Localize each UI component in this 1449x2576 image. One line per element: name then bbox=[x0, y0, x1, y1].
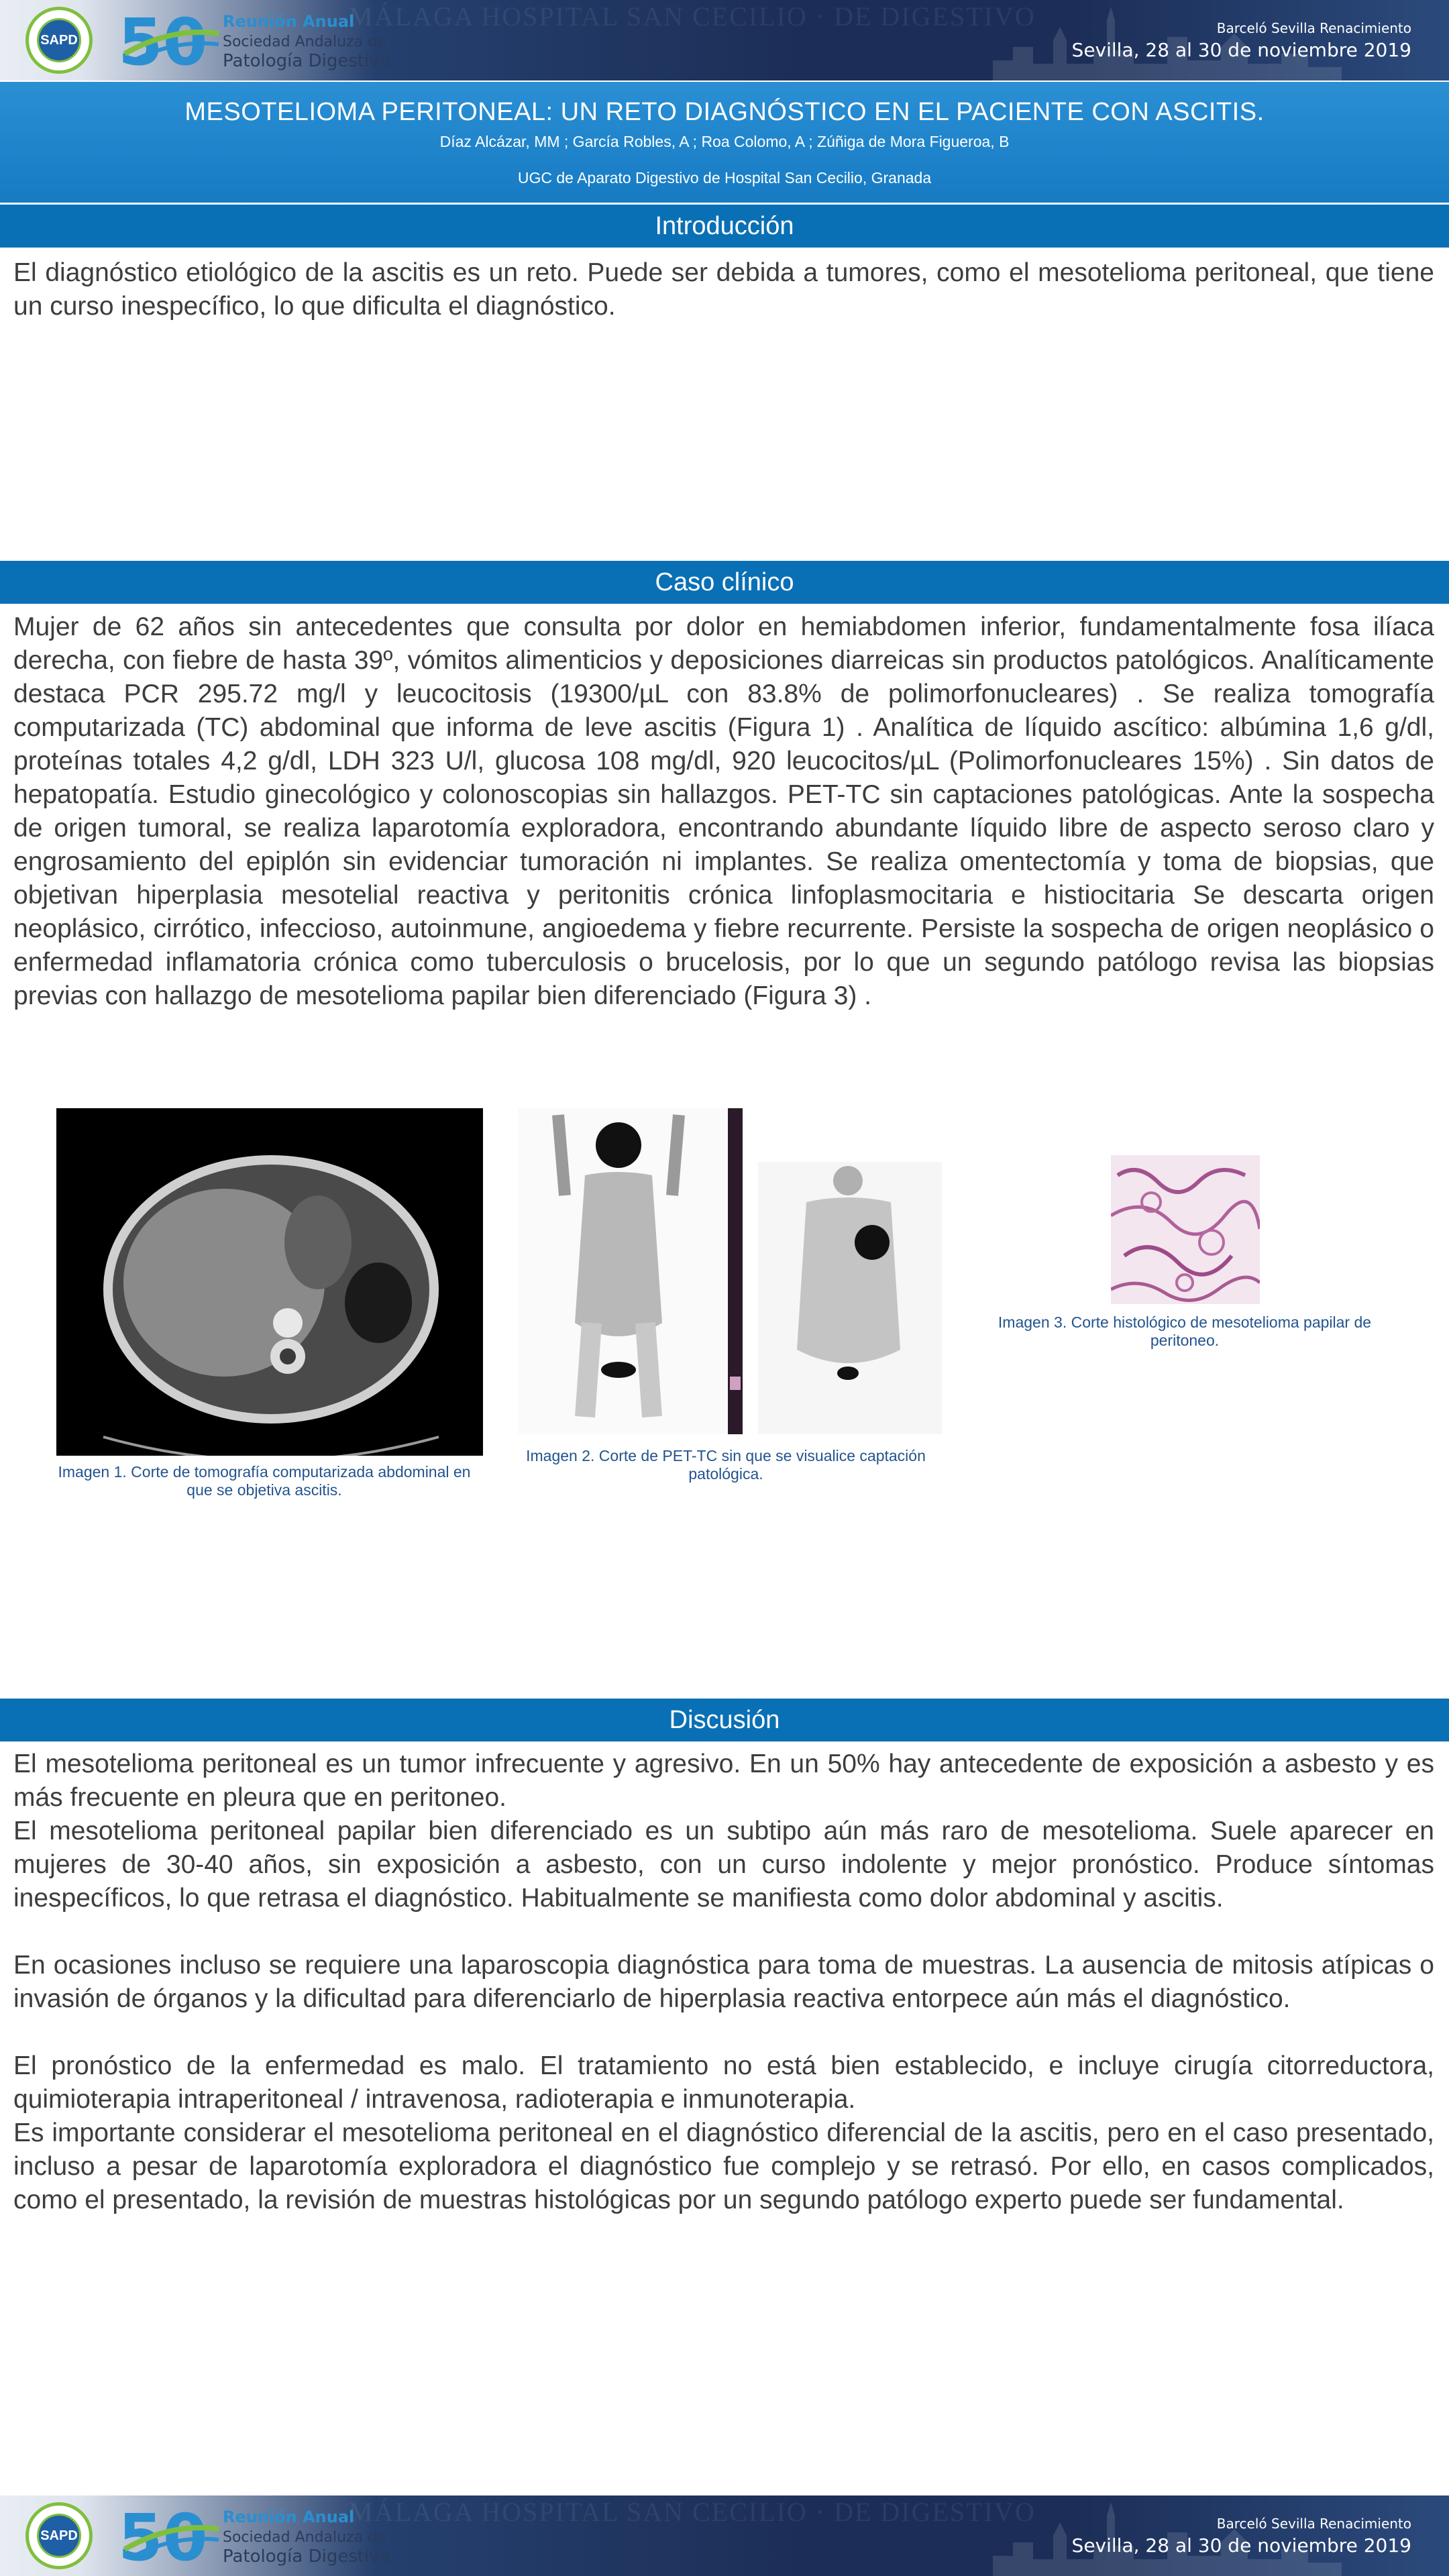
event-dates: Sevilla, 28 al 30 de noviembre 2019 bbox=[1071, 39, 1411, 61]
event-dates: Sevilla, 28 al 30 de noviembre 2019 bbox=[1071, 2534, 1411, 2557]
society-name-line1: Sociedad Andaluza de bbox=[223, 2529, 386, 2546]
figure-2-caption: Imagen 2. Corte de PET-TC sin que se visualice captación patológica. bbox=[526, 1447, 926, 1483]
discussion-paragraph: El mesotelioma peritoneal es un tumor infrecuente y agresivo. En un 50% hay antecedente de exposición a asbesto y es más frecuente en pleura que en peritoneo. bbox=[13, 1750, 1434, 1812]
header-banner bbox=[0, 0, 1449, 80]
pet-ct-image bbox=[518, 1108, 942, 1434]
society-name-line2: Patología Digestiva bbox=[223, 2546, 390, 2567]
institution: UGC de Aparato Digestivo de Hospital San Cecilio, Granada bbox=[517, 169, 932, 186]
anniversary-number: 50 bbox=[118, 2502, 208, 2569]
section-heading-case: Caso clínico bbox=[0, 561, 1449, 604]
anniversary-number: 50 bbox=[118, 7, 208, 74]
sapd-logo-text: SAPD bbox=[37, 18, 81, 62]
poster-title: MESOTELIOMA PERITONEAL: UN RETO DIAGNÓSTICO EN EL PACIENTE CON ASCITIS. bbox=[184, 98, 1265, 126]
society-name-line2: Patología Digestiva bbox=[223, 51, 390, 71]
venue: Barceló Sevilla Renacimiento bbox=[1216, 2516, 1411, 2532]
case-text: Mujer de 62 años sin antecedentes que consulta por dolor en hemiabdomen inferior, fundamentalmente fosa ilíaca derecha, con fiebre de hasta 39º, vómitos alimenticios y deposiciones diarreicas sin productos patológicos. Analíticamente destaca PCR 295.72 mg/l y leucocitosis (19300/µL con 83.8% de polimorfonucleares) . Se realiza tomografía computarizada (TC) abdominal que informa de leve ascitis (Figura 1) . Analítica de líquido ascítico: albúmina 1,6 g/dl, proteínas totales 4,2 g/dl, LDH 323 U/l, glucosa 108 mg/dl, 920 leucocitos/µL (Polimorfonucleares 15%) . Sin datos de hepatopatía. Estudio ginecológico y colonoscopias sin hallazgos. PET-TC sin captaciones patológicas. Ante la sospecha de origen tumoral, se realiza laparotomía exploradora, encontrando abundante líquido libre de aspecto seroso claro y engrosamiento del epiplón sin evidenciar tumoración ni implantes. Se realiza omentectomía y toma de biopsias, que objetivan hiperplasia mesotelial reactiva y peritonitis crónica linfoplasmocitaria e histiocitaria Se descarta origen neoplásico, cirrótico, infeccioso, autoinmune, angioedema y fiebre recurrente. Persiste la sospecha de origen neoplásico o enfermedad inflamatoria crónica como tuberculosis o brucelosis, por lo que un segundo patólogo revisa las biopsias previas con hallazgo de mesotelioma papilar bien diferenciado (Figura 3) . bbox=[13, 612, 1434, 1010]
meeting-name: Reunión Anual bbox=[223, 12, 355, 31]
section-heading-introduction: Introducción bbox=[0, 205, 1449, 248]
figure-3-caption: Imagen 3. Corte histológico de mesotelioma papilar de peritoneo. bbox=[998, 1313, 1372, 1349]
introduction-text: El diagnóstico etiológico de la ascitis es un reto. Puede ser debida a tumores, como el mesotelioma peritoneal, que tiene un curso inespecífico, lo que dificulta el diagnóstico. bbox=[13, 258, 1434, 321]
sapd-logo bbox=[25, 7, 93, 74]
section-heading-discussion: Discusión bbox=[0, 1699, 1449, 1741]
venue: Barceló Sevilla Renacimiento bbox=[1216, 20, 1411, 36]
anniversary-50-logo bbox=[118, 2502, 219, 2569]
ct-scan-image bbox=[56, 1108, 483, 1456]
authors: Díaz Alcázar, MM ; García Robles, A ; Roa Colomo, A ; Zúñiga de Mora Figueroa, B bbox=[439, 133, 1010, 150]
banner-background-text: MÁLAGA HOSPITAL SAN CECILIO · DE DIGESTIVO bbox=[349, 2497, 1036, 2527]
footer-banner bbox=[0, 2496, 1449, 2576]
banner-background-text: MÁLAGA HOSPITAL SAN CECILIO · DE DIGESTIVO bbox=[349, 1, 1036, 32]
figure-1-caption: Imagen 1. Corte de tomografía computarizada abdominal en que se objetiva ascitis. bbox=[58, 1463, 471, 1499]
discussion-paragraph: Es importante considerar el mesotelioma peritoneal en el diagnóstico diferencial de la ascitis, pero en el caso presentado, incluso a pesar de laparotomía exploradora el diagnóstico fue complejo y se retrasó. Por ello, en casos complicados, como el presentado, la revisión de muestras histológicas por un segundo patólogo experto puede ser fundamental. bbox=[13, 2118, 1434, 2214]
discussion-paragraph: El mesotelioma peritoneal papilar bien diferenciado es un subtipo aún más raro de mesotelioma. Suele aparecer en mujeres de 30-40 años, sin exposición a asbesto, con un curso indolente y mejor pronóstico. Produce síntomas inespecíficos, lo que retrasa el diagnóstico. Habitualmente se manifiesta como dolor abdominal y ascitis. bbox=[13, 1817, 1434, 1913]
anniversary-50-logo bbox=[118, 7, 219, 74]
title-box bbox=[0, 82, 1449, 203]
histology-image bbox=[1111, 1155, 1260, 1304]
meeting-name: Reunión Anual bbox=[223, 2508, 355, 2526]
sapd-logo-text: SAPD bbox=[37, 2514, 81, 2558]
sapd-logo bbox=[25, 2502, 93, 2569]
discussion-paragraph: En ocasiones incluso se requiere una laparoscopia diagnóstica para toma de muestras. La ausencia de mitosis atípicas o invasión de órganos y la dificultad para diferenciarlo de hiperplasia reactiva entorpece aún más el diagnóstico. bbox=[13, 1951, 1434, 2013]
society-name-line1: Sociedad Andaluza de bbox=[223, 34, 386, 50]
discussion-paragraph: El pronóstico de la enfermedad es malo. El tratamiento no está bien establecido, e incluye cirugía citorreductora, quimioterapia intraperitoneal / intravenosa, radioterapia e inmunoterapia. bbox=[13, 2051, 1434, 2114]
